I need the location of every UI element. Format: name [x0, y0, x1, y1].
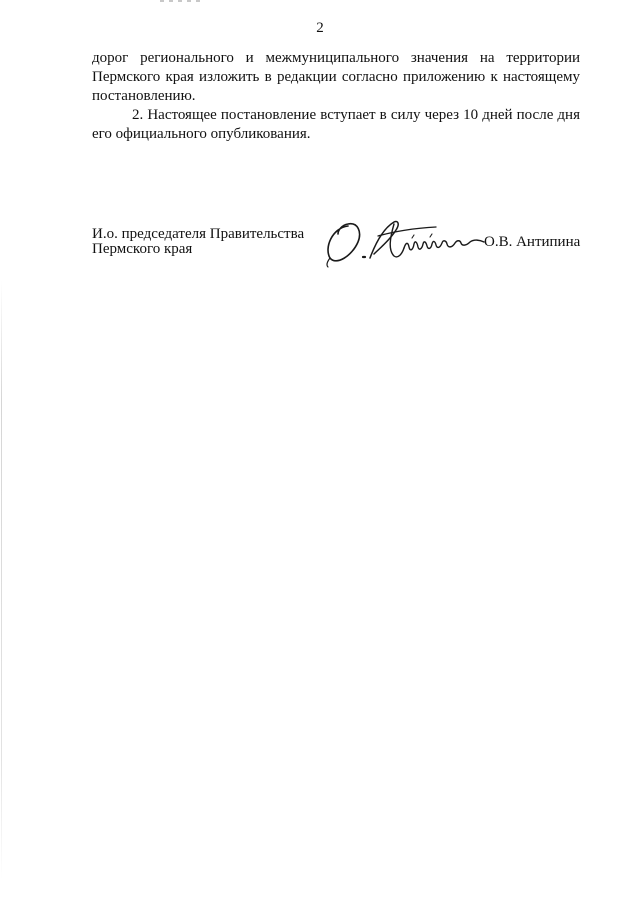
handwritten-signature-icon: [318, 212, 498, 270]
scan-edge: [1, 280, 2, 880]
paragraph-continued: дорог регионального и межмуниципального значения на территории Пермского края изложить в редакции согласно приложению к настоящему постановлению.: [92, 50, 580, 104]
signer-title-line-2: Пермского края: [92, 241, 193, 257]
signer-title-line-1: И.о. председателя Правительства: [92, 226, 305, 242]
paragraph-effective-date: 2. Настоящее постановление вступает в силу через 10 дней после дня его официального опубликования.: [92, 107, 580, 142]
signer-title: [92, 227, 304, 257]
signer-name: О.В. Антипина: [484, 234, 581, 250]
document-body: [92, 49, 580, 144]
page-number: 2: [316, 20, 324, 36]
scan-artifact: [160, 0, 200, 2]
